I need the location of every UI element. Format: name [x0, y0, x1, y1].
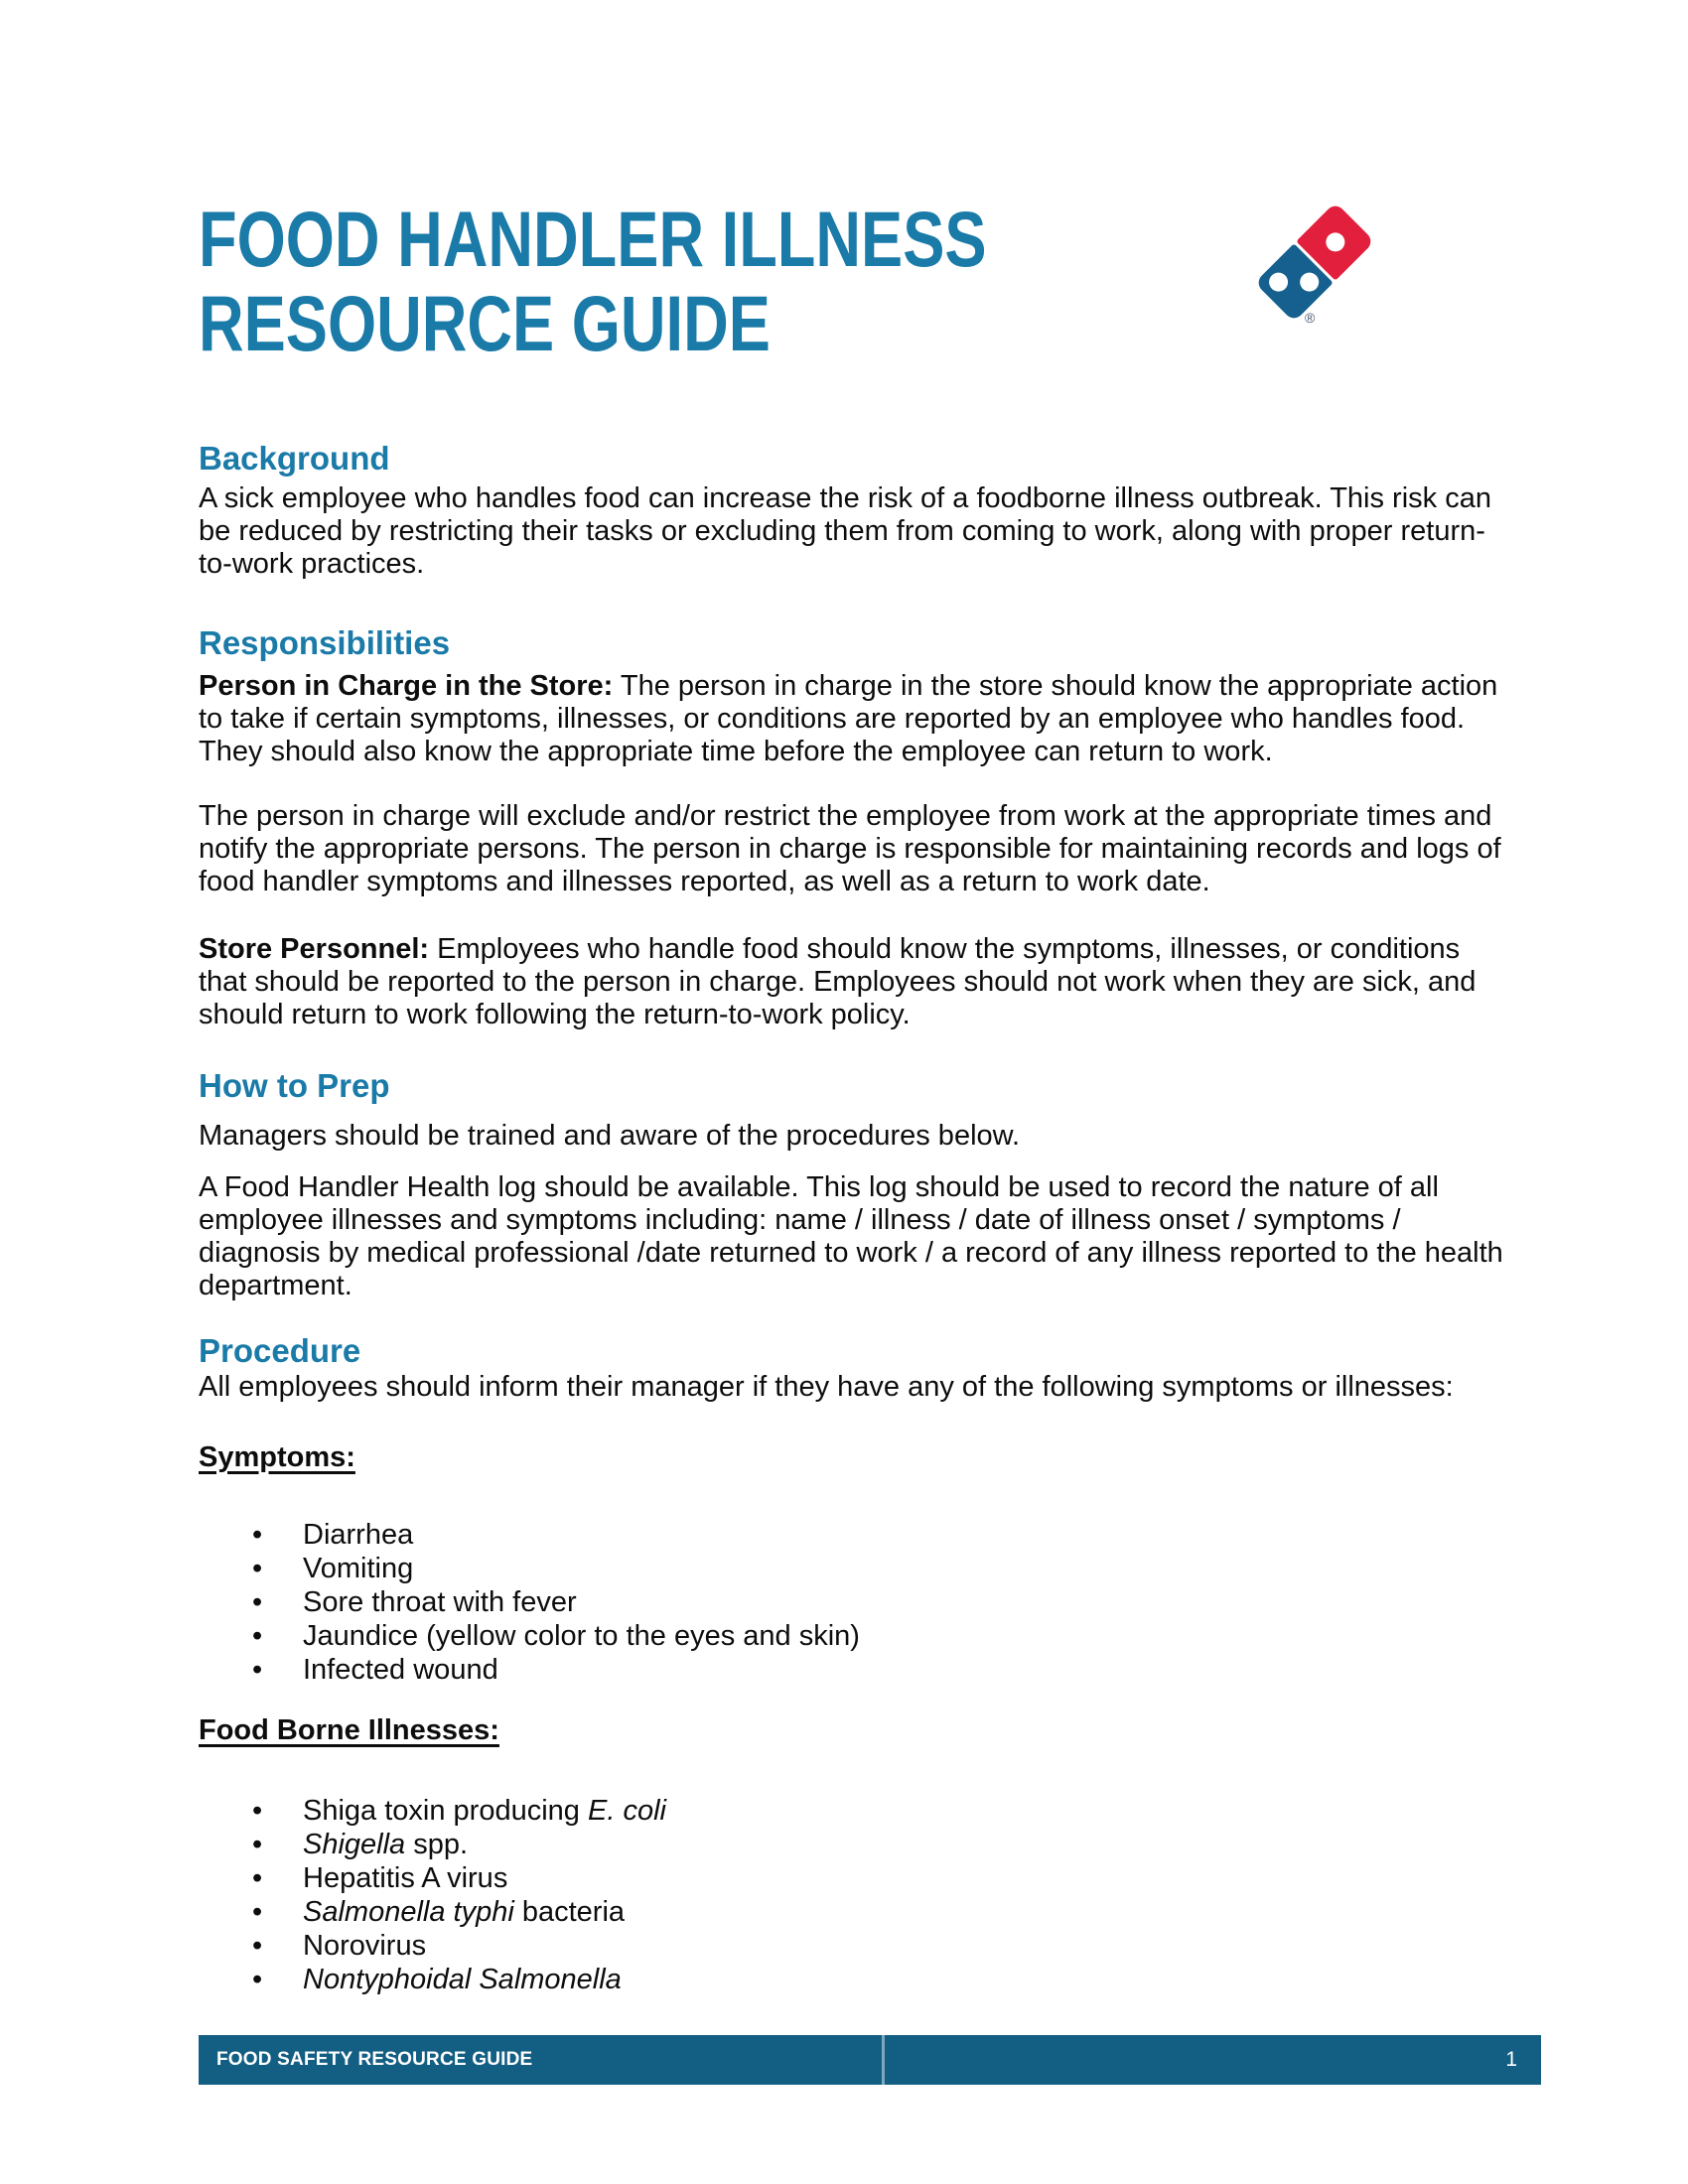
person-in-charge-lead: Person in Charge in the Store:: [199, 670, 614, 702]
section-heading-how-to-prep: How to Prep: [199, 1067, 390, 1104]
section-heading-procedure: Procedure: [199, 1332, 361, 1369]
illnesses-list: [199, 1794, 1511, 1996]
list-item: • Jaundice (yellow color to the eyes and skin): [199, 1619, 1511, 1653]
domino-dot: [1322, 228, 1348, 255]
list-item: • Sore throat with fever: [199, 1585, 1511, 1619]
food-borne-illnesses-label: [199, 1714, 1511, 1747]
responsibilities-paragraph-exclude-restrict: The person in charge will exclude and/or restrict the employee from work at the appropriate times and notify the appropriate persons. The person in charge is responsible for maintaining records and logs of food handler symptoms and illnesses reported, as well as a return to work date.: [199, 800, 1501, 897]
how-to-prep-paragraph-managers: Managers should be trained and aware of the procedures below.: [199, 1120, 1021, 1152]
footer-title: FOOD SAFETY RESOURCE GUIDE: [216, 2049, 533, 2070]
store-personnel-lead: Store Personnel:: [199, 933, 430, 965]
page-title-line1: FOOD HANDLER ILLNESS: [199, 195, 987, 283]
section-heading-responsibilities: Responsibilities: [199, 624, 451, 661]
list-item: • Hepatitis A virus: [199, 1861, 1511, 1895]
dominos-logo: [1253, 201, 1376, 324]
list-item: • Vomiting: [199, 1552, 1511, 1585]
responsibilities-paragraph-person-in-charge: [199, 670, 1511, 768]
food-borne-illnesses-label-text: Food Borne Illnesses:: [199, 1714, 499, 1746]
domino-tile-icon: [1255, 203, 1375, 323]
responsibilities-paragraph-store-personnel: [199, 933, 1511, 1031]
registered-trademark-symbol: ®: [1305, 310, 1316, 326]
domino-dot: [1296, 269, 1323, 296]
symptoms-label: [199, 1441, 1511, 1474]
symptoms-label-text: Symptoms:: [199, 1441, 355, 1473]
footer-bar: [199, 2035, 1541, 2085]
list-item: • Shigella spp.: [199, 1828, 1511, 1861]
list-item: • Diarrhea: [199, 1518, 1511, 1552]
list-item: • Infected wound: [199, 1653, 1511, 1687]
list-item: • Nontyphoidal Salmonella: [199, 1963, 1511, 1996]
how-to-prep-paragraph-health-log: A Food Handler Health log should be available. This log should be used to record the nature of all employee illnesses and symptoms including: name / illness / date of illness onset / symptoms / diagnosis by medical professional /date returned to work / a record of any illness reported to the health department.: [199, 1171, 1503, 1301]
store-personnel-text: Employees who handle food should know the symptoms, illnesses, or conditions that should be reported to the person in charge. Employees should not work when they are sick, and should return to work following the return-to-work policy.: [199, 933, 1477, 1030]
footer-right-segment: [885, 2035, 1541, 2085]
domino-dot: [1265, 269, 1292, 296]
section-heading-background: Background: [199, 440, 390, 477]
background-paragraph: A sick employee who handles food can increase the risk of a foodborne illness outbreak. This risk can be reduced by restricting their tasks or excluding them from coming to work, along with proper return-to-work practices.: [199, 482, 1491, 580]
page-title: [199, 197, 1249, 365]
procedure-intro: All employees should inform their manager if they have any of the following symptoms or illnesses:: [199, 1371, 1454, 1403]
footer-left-segment: [199, 2035, 882, 2085]
page-number: 1: [1505, 2048, 1517, 2071]
page-title-line2: RESOURCE GUIDE: [199, 279, 771, 367]
list-item: • Shiga toxin producing E. coli: [199, 1794, 1511, 1828]
list-item: • Norovirus: [199, 1929, 1511, 1963]
symptoms-list: [199, 1518, 1511, 1687]
person-in-charge-text: The person in charge in the store should know the appropriate action to take if certain symptoms, illnesses, or conditions are reported by an employee who handles food. They should also know the appropriate time before the employee can return to work.: [199, 670, 1498, 767]
list-item: • Salmonella typhi bacteria: [199, 1895, 1511, 1929]
